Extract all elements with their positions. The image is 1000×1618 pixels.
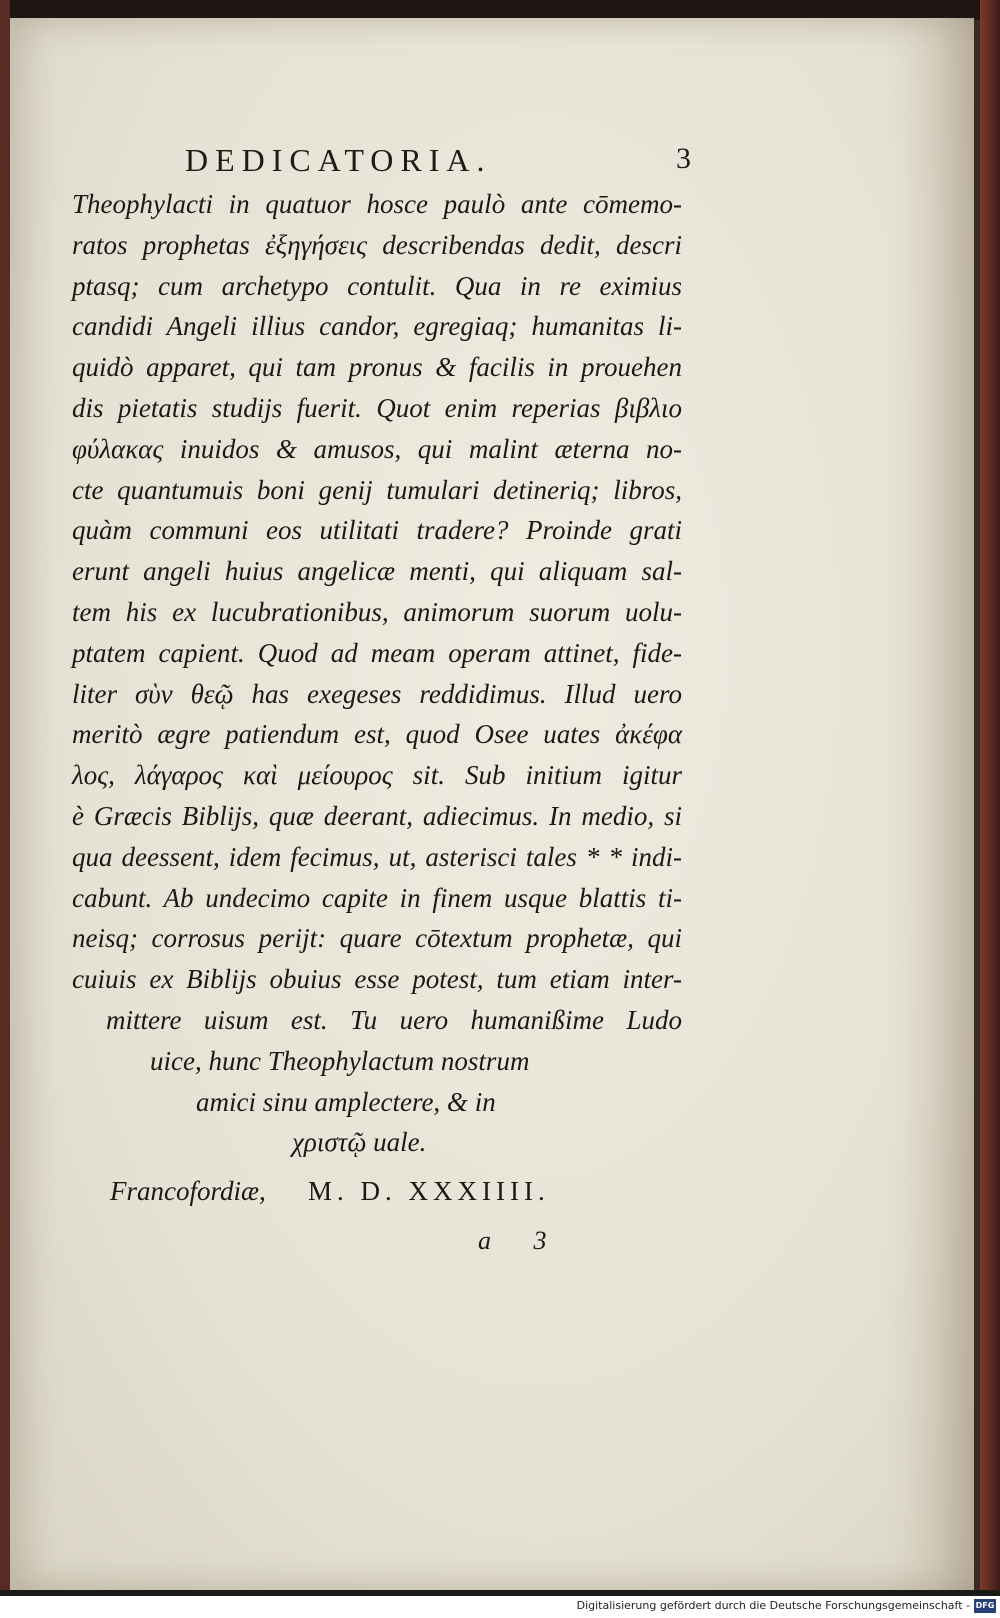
text-line: φύλακας inuidos & amusos, qui malint æterna no- — [72, 433, 682, 464]
text-line: meritò ægre patiendum est, quod Osee uates ἀκέφα — [72, 719, 682, 750]
text-line: erunt angeli huius angelicæ menti, qui aliquam sal- — [72, 556, 682, 587]
text-line: Theophylacti in quatuor hosce paulò ante cōmemo- — [72, 189, 682, 219]
body-text — [72, 184, 682, 1163]
text-line: cabunt. Ab undecimo capite in finem usque blattis ti- — [72, 882, 682, 913]
running-head: DEDICATORIA. — [185, 142, 492, 178]
folio-number: 3 — [676, 142, 691, 175]
text-line: λος, λάγαρος καὶ μείουρος sit. Sub initium igitur — [72, 760, 682, 791]
text-line: neisq; corrosus perijt: quare cōtextum prophetæ, qui — [72, 923, 682, 954]
text-line: candidi Angeli illius candor, egregiaq; humanitas li- — [72, 311, 682, 342]
text-line: tem his ex lucubrationibus, animorum suorum uolu- — [72, 596, 682, 627]
text-line: liter σὺν θεῷ has exegeses reddidimus. Illud uero — [72, 678, 682, 709]
scan-left-edge — [0, 0, 10, 1590]
text-line: quidò apparet, qui tam pronus & facilis in prouehen — [72, 352, 682, 383]
text-line-tail: amici sinu amplectere, & in — [196, 1086, 496, 1117]
text-line-tail: uice, hunc Theophylactum nostrum — [150, 1045, 530, 1076]
page-fold-shadow — [884, 18, 974, 1590]
text-line: è Græcis Biblijs, quæ deerant, adiecimus. In medio, si — [72, 800, 682, 831]
signature-mark: a 3 — [478, 1226, 565, 1255]
text-line: qua deessent, idem fecimus, ut, asterisci tales * * indi- — [72, 841, 682, 872]
text-line: cte quantumuis boni genij tumulari detineriq; libros, — [72, 474, 682, 505]
text-line: dis pietatis studijs fuerit. Quot enim reperias βιβλιο — [72, 392, 682, 423]
text-line: cuiuis ex Biblijs obuius esse potest, tum etiam inter- — [72, 964, 682, 995]
text-line: ptatem capient. Quod ad meam operam attinet, fide- — [72, 637, 682, 668]
dfg-logo-icon: DFG — [974, 1599, 996, 1613]
scan-right-edge — [980, 0, 1000, 1590]
text-line-tail: mittere uisum est. Tu uero humanißime Ludo — [106, 1004, 682, 1035]
text-line: quàm communi eos utilitati tradere? Proinde grati — [72, 515, 682, 546]
text-line-tail: χριστῷ uale. — [292, 1127, 427, 1158]
text-line: ratos prophetas ἐξηγήσεις describendas dedit, descri — [72, 229, 682, 260]
dateline-place: Francofordiæ, — [110, 1176, 266, 1206]
dateline — [110, 1176, 630, 1207]
scan-top-edge — [0, 0, 1000, 20]
dateline-year: M. D. XXXIIII. — [308, 1176, 550, 1206]
footer-credit: Digitalisierung gefördert durch die Deutsche Forschungsgemeinschaft - — [576, 1599, 970, 1612]
text-line: ptasq; cum archetypo contulit. Qua in re eximius — [72, 270, 682, 301]
